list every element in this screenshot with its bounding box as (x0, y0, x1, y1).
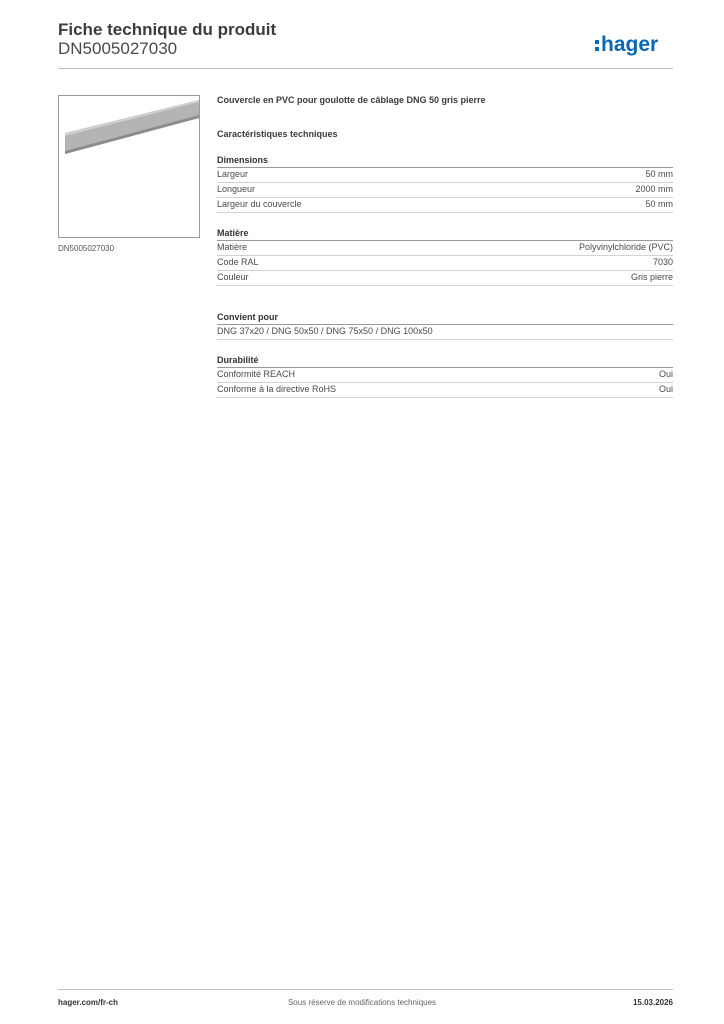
section-durability (217, 355, 673, 398)
table-row (217, 183, 673, 198)
image-caption: DN5005027030 (58, 244, 115, 253)
section-dimensions (217, 155, 673, 213)
table-row (217, 256, 673, 271)
row-value: Oui (658, 369, 673, 379)
product-code: DN5005027030 (58, 39, 178, 58)
product-description: Couvercle en PVC pour goulotte de câblage DNG 50 gris pierre (217, 95, 486, 105)
section-title: Durabilité (217, 355, 673, 368)
row-label: Couleur (217, 272, 249, 282)
table-row (217, 271, 673, 286)
page-title: Fiche technique du produit (58, 20, 277, 39)
footer-divider (58, 989, 673, 990)
section-material (217, 228, 673, 286)
header-divider (58, 68, 673, 69)
product-details (217, 95, 673, 413)
section-compatible-with (217, 312, 673, 340)
row-label: Largeur (217, 169, 249, 179)
row-value: Oui (658, 384, 673, 394)
table-row (217, 168, 673, 183)
row-label: Longueur (217, 184, 256, 194)
row-value: Gris pierre (630, 272, 673, 282)
footer-website-link[interactable]: hager.com/fr-ch (58, 998, 119, 1007)
row-value: 2000 mm (635, 184, 673, 194)
cable-duct-cover-illustration (59, 96, 199, 237)
footer-date: 15.03.2026 (632, 998, 673, 1007)
table-row (217, 198, 673, 213)
section-title: Convient pour (217, 312, 673, 325)
row-label: Conforme à la directive RoHS (217, 384, 337, 394)
section-title: Dimensions (217, 155, 673, 168)
row-value: 50 mm (645, 169, 673, 179)
row-label: Code RAL (217, 257, 259, 267)
characteristics-heading: Caractéristiques techniques (217, 129, 338, 139)
footer-disclaimer: Sous réserve de modifications techniques (287, 998, 437, 1007)
row-value: Polyvinylchloride (PVC) (578, 242, 673, 252)
row-label: Matière (217, 242, 248, 252)
row-value: 50 mm (645, 199, 673, 209)
hager-logo (593, 28, 675, 60)
table-row (217, 241, 673, 256)
row-label: Largeur du couvercle (217, 199, 302, 209)
row-value: 7030 (652, 257, 673, 267)
product-image (58, 95, 200, 238)
table-row (217, 368, 673, 383)
row-label: Conformité REACH (217, 369, 296, 379)
brand-name: hager (601, 33, 659, 56)
section-title: Matière (217, 228, 673, 241)
row-label: DNG 37x20 / DNG 50x50 / DNG 75x50 / DNG 100x50 (217, 326, 433, 336)
table-row (217, 325, 673, 340)
table-row (217, 383, 673, 398)
